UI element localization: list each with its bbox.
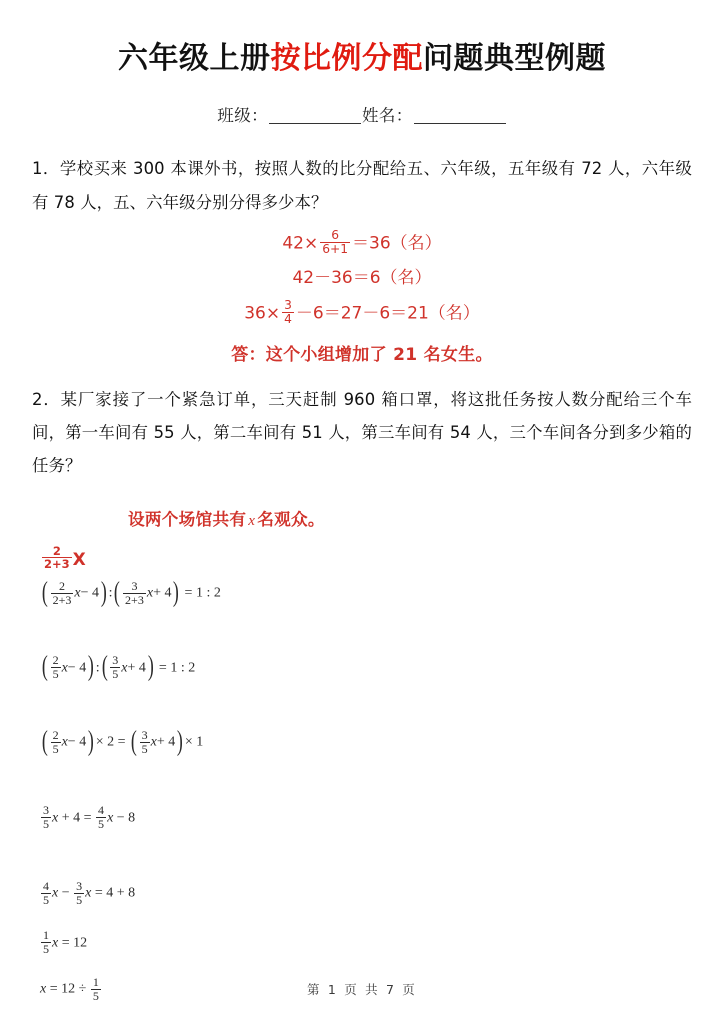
- equation-5-var-1: x: [52, 885, 59, 901]
- fraction-denominator: 5: [43, 892, 50, 907]
- equation-6-var-1: x: [52, 935, 59, 951]
- equation-7-var-1: x: [40, 981, 47, 997]
- equation-1-var-1: x: [74, 585, 81, 601]
- equation-2-ratio-colon: :: [95, 660, 100, 676]
- fraction-denominator: 5: [76, 892, 83, 907]
- equation-3-fraction-1: [51, 729, 61, 756]
- solution-line-1-rhs: ＝36（名）: [352, 233, 442, 254]
- problem-1-body: 学校买来 300 本课外书，按照人数的比分配给五、六年级，五年级有 72 人，六年级有 78 人，五、六年级分别分得多少本？: [32, 159, 692, 212]
- equation-2-equals: =: [158, 660, 167, 676]
- problem-2-body: 某厂家接了一个紧急订单，三天赶制 960 箱口罩，将这批任务按人数分配给三个车间，第一车间有 55 人，第二车间有 51 人，第三车间有 54 人，三个车间各分到多少箱的任务？: [32, 389, 692, 476]
- equation-2-var-2: x: [121, 660, 128, 676]
- equation-2-fraction-2: [110, 654, 120, 681]
- solution-line-3-lhs: 36×: [244, 303, 281, 324]
- paren-open-icon: (: [41, 650, 48, 683]
- equation-4-fraction-1: [41, 804, 51, 831]
- fraction-numerator: 3: [43, 803, 50, 818]
- equation-3-var-2: x: [150, 734, 157, 750]
- equation-1-result: 1 : 2: [195, 585, 221, 601]
- equation-7-lead: 12 ÷: [61, 981, 87, 997]
- equation-3-equals: =: [117, 734, 126, 750]
- equation-2-result: 1 : 2: [170, 660, 196, 676]
- equation-3: [40, 724, 692, 757]
- fraction-denominator: 5: [43, 942, 50, 957]
- problem-2-number: 2．: [32, 389, 61, 409]
- fraction-denominator: 2+3: [44, 557, 70, 572]
- fraction-numerator: 3: [141, 727, 148, 742]
- equation-3-multiplier-2: × 1: [184, 734, 204, 750]
- paren-open-icon: (: [130, 724, 137, 757]
- equation-6: [40, 930, 692, 957]
- equation-5-fraction-2: [74, 880, 84, 907]
- equation-3-term-1: − 4: [67, 734, 87, 750]
- equation-4-term-2: − 8: [116, 810, 136, 826]
- red-annotation-mark: [40, 546, 692, 576]
- fraction-numerator: 2: [52, 727, 59, 742]
- paren-close-icon: ): [100, 575, 107, 608]
- solution-line-1: [32, 227, 692, 257]
- solution-line-1-lhs: 42×: [282, 233, 319, 254]
- fraction-denominator: 2+3: [52, 592, 72, 607]
- fraction-numerator: 2: [52, 653, 59, 668]
- fraction-numerator: 3: [131, 578, 138, 593]
- solution-line-3: [32, 300, 692, 327]
- equation-4-fraction-2: [96, 804, 106, 831]
- fraction-numerator: 3: [76, 878, 83, 893]
- fraction-denominator: 5: [52, 741, 59, 756]
- equation-3-fraction-2: [140, 729, 150, 756]
- equation-5-var-2: x: [85, 885, 92, 901]
- page-title: [32, 0, 692, 78]
- paren-close-icon: ): [173, 575, 180, 608]
- paren-open-icon: (: [101, 650, 108, 683]
- equation-4: [40, 805, 692, 832]
- equation-3-term-2: + 4: [156, 734, 176, 750]
- title-highlight: 按比例分配: [270, 41, 423, 76]
- equation-3-var-1: x: [61, 734, 68, 750]
- fraction-denominator: 5: [141, 741, 148, 756]
- fraction-denominator: 2+3: [125, 592, 144, 607]
- equation-2: [40, 650, 692, 683]
- fraction-numerator: 4: [98, 803, 105, 818]
- equation-4-var-1: x: [52, 810, 59, 826]
- fraction-numerator: 3: [112, 653, 119, 668]
- equation-7-equals: =: [49, 981, 58, 997]
- problem-1-answer: 答：这个小组增加了 21 名女生。: [231, 344, 493, 365]
- problem-1-solution: [32, 227, 692, 365]
- fraction-numerator: 1: [92, 974, 99, 989]
- problem-2-text: [32, 383, 692, 482]
- equation-5-equals: =: [94, 885, 103, 901]
- equation-4-equals: =: [83, 810, 92, 826]
- fraction-numerator: 6: [331, 227, 340, 242]
- equation-5: [40, 880, 692, 907]
- equation-5-result: 4 + 8: [106, 885, 136, 901]
- title-suffix: 问题典型例题: [423, 41, 606, 76]
- solution-line-3-fraction: [282, 299, 294, 326]
- name-label: 姓名：: [362, 106, 413, 126]
- solution-line-2: 42－36＝6（名）: [292, 267, 432, 288]
- equation-1-term-1: − 4: [80, 585, 100, 601]
- class-name-line: [32, 102, 692, 126]
- equation-6-fraction-1: [41, 929, 51, 956]
- equation-2-fraction-1: [51, 654, 61, 681]
- fraction-numerator: 2: [52, 544, 61, 559]
- paren-close-icon: ): [88, 724, 94, 757]
- page-footer: 第 1 页 共 7 页: [307, 982, 417, 997]
- equation-1-fraction-2: [123, 580, 146, 607]
- fraction-denominator: 5: [43, 817, 50, 832]
- equation-5-fraction-1: [41, 880, 51, 907]
- equation-2-term-2: + 4: [127, 660, 146, 676]
- fraction-numerator: 3: [284, 298, 292, 313]
- equation-1-term-2: + 4: [153, 585, 172, 601]
- equation-3-multiplier-1: × 2: [95, 734, 115, 750]
- red-annotation-fraction: [42, 545, 72, 570]
- equation-1-fraction-1: [51, 580, 74, 607]
- paren-open-icon: (: [114, 575, 121, 608]
- equation-5-minus: −: [61, 885, 70, 901]
- solution-line-3-rhs: －6＝27－6＝21（名）: [295, 303, 480, 324]
- fraction-denominator: 6+1: [322, 241, 349, 256]
- solution-line-1-fraction: [320, 229, 350, 256]
- title-prefix: 六年级上册: [118, 41, 271, 76]
- fraction-denominator: 5: [112, 667, 119, 682]
- class-blank-field[interactable]: [269, 123, 361, 124]
- fraction-denominator: 4: [284, 311, 292, 326]
- hint-variable: x: [248, 513, 256, 530]
- paren-open-icon: (: [41, 724, 48, 757]
- equation-1: [40, 575, 692, 608]
- paren-open-icon: (: [41, 575, 48, 608]
- hint-before: 设两个场馆共有: [128, 510, 247, 530]
- fraction-numerator: 1: [43, 928, 50, 943]
- equation-2-term-1: − 4: [67, 660, 87, 676]
- equation-1-var-2: x: [146, 585, 154, 601]
- fraction-denominator: 5: [92, 988, 99, 1003]
- equation-4-var-2: x: [107, 810, 114, 826]
- fraction-denominator: 5: [98, 817, 105, 832]
- problem-2-hint: [128, 506, 692, 530]
- equation-2-var-1: x: [61, 660, 68, 676]
- problem-1-number: 1．: [32, 159, 60, 179]
- equation-6-equals: =: [61, 935, 70, 951]
- fraction-numerator: 2: [58, 578, 65, 593]
- paren-close-icon: ): [147, 650, 154, 683]
- equation-1-equals: =: [184, 585, 193, 601]
- problem-1-text: [32, 152, 692, 218]
- class-label: 班级：: [217, 106, 268, 126]
- equation-1-ratio-colon: :: [108, 585, 113, 601]
- cross-mark-icon: X: [72, 550, 86, 571]
- paren-close-icon: ): [88, 650, 94, 683]
- fraction-denominator: 5: [52, 667, 59, 682]
- hint-after: 名观众。: [257, 510, 325, 530]
- equation-4-term-1: + 4: [61, 810, 81, 826]
- fraction-numerator: 4: [43, 878, 50, 893]
- paren-close-icon: ): [177, 724, 184, 757]
- name-blank-field[interactable]: [414, 123, 506, 124]
- equation-6-result: 12: [73, 935, 88, 951]
